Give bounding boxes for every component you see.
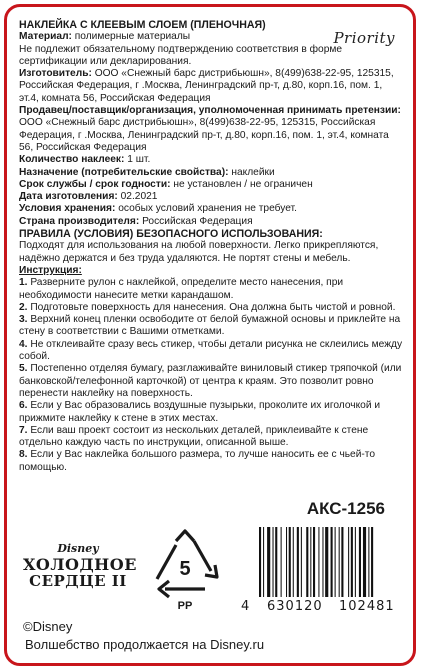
material-line: Материал: полимерные материалы — [19, 31, 191, 43]
instruction-step — [19, 314, 403, 339]
barcode-left-digits: 630120 — [267, 599, 323, 614]
step-text: Если у Вас наклейка большого размера, то лучше наносить ее с чьей-то помощью. — [19, 449, 376, 473]
shelf-life-line: Срок службы / срок годности: не установлен / не ограничен — [19, 178, 313, 190]
instruction-step — [19, 425, 403, 450]
barcode-bar — [267, 527, 270, 597]
barcode-bar — [275, 527, 277, 597]
barcode-bar — [348, 527, 349, 597]
instruction-step — [19, 339, 403, 364]
barcode-bar — [286, 527, 287, 597]
instruction-step — [19, 363, 403, 400]
barcode-bar — [341, 527, 343, 597]
step-text: Подготовьте поверхность для нанесения. Она должна быть чистой и ровной. — [27, 301, 396, 313]
recycle-icon — [145, 527, 225, 611]
seller-line: Продавец/поставщик/организация, уполномоченная принимать претензии: ООО «Снежный барс дистрибьюшн», 8(499)638-22-95, 125315, Российская Федерация, г .Москва, Ленинградский пр-т, д.80, корп.16, пом. 1, эт.4, комната 56, Российская Федерация — [19, 105, 401, 153]
barcode-bar — [322, 527, 323, 597]
step-number: 7. — [19, 424, 28, 436]
barcode-bar — [297, 527, 299, 597]
step-number: 5. — [19, 363, 28, 375]
frozen-ii-logo — [23, 541, 137, 590]
tagline: Волшебство продолжается на Disney.ru — [25, 637, 265, 652]
manufacture-date-line: Дата изготовления: 02.2021 — [19, 191, 158, 203]
step-text: Постепенно отделяя бумагу, разглаживайте виниловый стикер тряпочкой (или банковской/телефонной карточкой) от центра к краям. Это позволит ровно перенести наклейку на поверхность. — [19, 363, 402, 399]
barcode-bars — [257, 527, 407, 599]
purpose-line: Назначение (потребительские свойства): наклейки — [19, 166, 275, 178]
barcode-bar — [306, 527, 308, 597]
step-number: 4. — [19, 338, 28, 350]
instruction-step — [19, 449, 403, 474]
step-text: Если у Вас образовались воздушные пузырьки, проколите их иголочкой и прижмите наклейку к стене в этих местах. — [19, 400, 381, 424]
barcode-bar — [293, 527, 294, 597]
barcode-bar — [310, 527, 311, 597]
step-number: 8. — [19, 449, 28, 461]
barcode-bar — [368, 527, 369, 597]
sticker-label — [4, 4, 416, 666]
certification-note: Не подлежит обязательному подтверждению соответствия в форме сертификации или декларирования. — [19, 43, 343, 67]
barcode-bar — [281, 527, 282, 597]
recycle-code: PP — [177, 600, 193, 611]
recycle-number: 5 — [179, 558, 191, 580]
step-number: 2. — [19, 301, 28, 313]
barcode-right-digits: 102481 — [339, 599, 395, 614]
manufacturer-line: Изготовитель: ООО «Снежный барс дистрибьюшн», 8(499)638-22-95, 125315, Российская Федерация, г .Москва, Ленинградский пр-т, д.80, корп.16, пом. 1, эт.4, комната 56, Российская Федерация — [19, 68, 394, 104]
disney-small-logo: Disney — [57, 542, 99, 555]
barcode-first-digit: 4 — [241, 599, 251, 614]
barcode-bar — [263, 527, 264, 597]
barcode-bar — [289, 527, 291, 597]
quantity-line: Количество наклеек: 1 шт. — [19, 154, 151, 166]
barcode-bar — [313, 527, 315, 597]
barcode-bar — [318, 527, 319, 597]
barcode-bar — [355, 527, 356, 597]
instruction-step — [19, 302, 403, 314]
copyright: ©Disney — [23, 619, 73, 634]
rules-heading: ПРАВИЛА (УСЛОВИЯ) БЕЗОПАСНОГО ИСПОЛЬЗОВАНИЯ: — [19, 228, 323, 241]
step-number: 3. — [19, 314, 28, 326]
country-line: Страна производителя: Российская Федерация — [19, 215, 253, 227]
barcode-bar — [359, 527, 361, 597]
step-text: Не отклеивайте сразу весь стикер, чтобы детали рисунка не склеились между собой. — [19, 338, 403, 363]
barcode-bar — [273, 527, 274, 597]
storage-line: Условия хранения: особых условий хранения не требует. — [19, 203, 297, 215]
priority-logo: Priority — [333, 29, 395, 47]
barcode-bar — [339, 527, 340, 597]
instruction-step — [19, 277, 403, 302]
barcode-bar — [325, 527, 328, 597]
barcode-bar — [335, 527, 336, 597]
barcode-bar — [259, 527, 261, 597]
barcode-bar — [331, 527, 333, 597]
article-number: АКС-1256 — [306, 499, 385, 518]
product-title: НАКЛЕЙКА С КЛЕЕВЫМ СЛОЕМ (ПЛЕНОЧНАЯ) — [19, 19, 266, 31]
barcode-bar — [363, 527, 366, 597]
step-number: 1. — [19, 277, 28, 289]
step-text: Верхний конец пленки освободите от белой бумажной основы и приклейте на стену в соответствии с Вашими отметками. — [19, 314, 401, 338]
label-text-block — [19, 19, 403, 474]
barcode-bar — [301, 527, 302, 597]
step-number: 6. — [19, 400, 28, 412]
instructions-heading: Инструкция: — [19, 264, 82, 276]
frozen-title-line2: СЕРДЦЕ II — [29, 572, 127, 590]
barcode — [239, 527, 409, 619]
step-text: Разверните рулон с наклейкой, определите место нанесения, при необходимости нанесите метки карандашом. — [19, 277, 344, 301]
step-text: Если ваш проект состоит из нескольких деталей, приклеивайте к стене отдельно каждую часть по инструкции, описанной выше. — [19, 424, 369, 449]
barcode-bar — [371, 527, 373, 597]
frozen-title-line1: ХОЛОДНОЕ — [23, 555, 137, 574]
barcode-bar — [351, 527, 353, 597]
instruction-step — [19, 400, 403, 425]
instruction-steps — [19, 277, 403, 474]
rules-text: Подходят для использования на любой поверхности. Легко прикрепляются, надёжно держатся и без труда удаляются. Не портят стены и мебель. — [19, 240, 379, 264]
